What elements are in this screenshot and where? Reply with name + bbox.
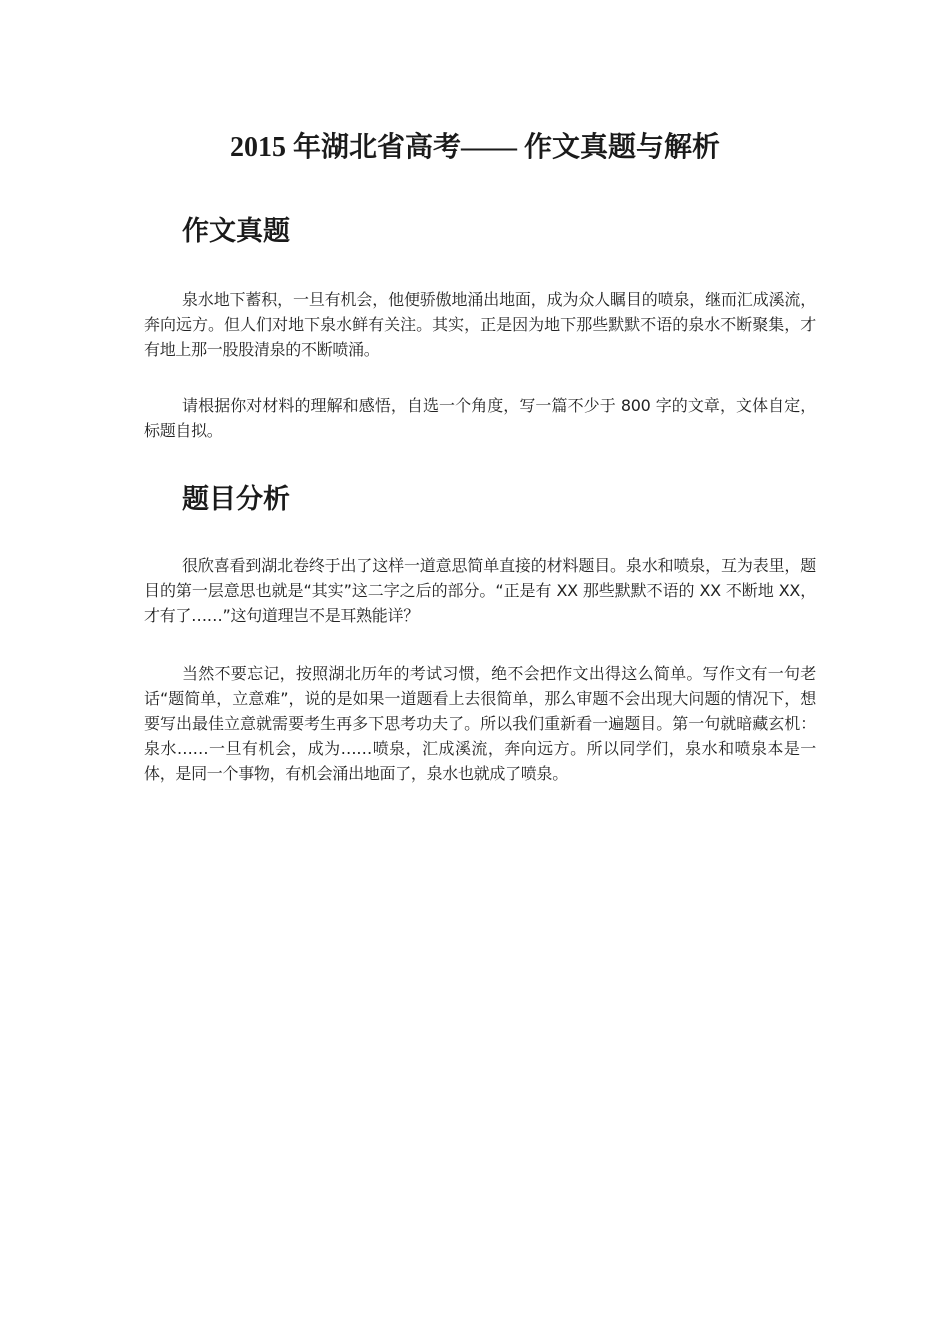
- analysis-paragraph-1: 很欣喜看到湖北卷终于出了这样一道意思简单直接的材料题目。泉水和喷泉，互为表里，题目的第一层意思也就是“其实”这二字之后的部分。“正是有 XX 那些默默不语的 XX 不断地 XX，才有了……”这句道理岂不是耳熟能详？: [144, 556, 816, 625]
- section-heading-question: 作文真题: [182, 216, 290, 247]
- question-instruction-paragraph: 请根据你对材料的理解和感悟，自选一个角度，写一篇不少于 800 字的文章，文体自定，标题自拟。: [144, 396, 816, 440]
- document-title: 2015 年湖北省高考—— 作文真题与解析: [229, 132, 720, 163]
- section-heading-analysis: 题目分析: [182, 484, 290, 515]
- analysis-paragraph-2: 当然不要忘记，按照湖北历年的考试习惯，绝不会把作文出得这么简单。写作文有一句老话“题简单，立意难”，说的是如果一道题看上去很简单，那么审题不会出现大问题的情况下，想要写出最佳立意就需要考生再多下思考功夫了。所以我们重新看一遍题目。第一句就暗藏玄机：泉水……一旦有机会，成为……喷泉，汇成溪流，奔向远方。所以同学们，泉水和喷泉本是一体，是同一个事物，有机会涌出地面了，泉水也就成了喷泉。: [144, 664, 816, 783]
- question-material-paragraph: 泉水地下蓄积，一旦有机会，他便骄傲地涌出地面，成为众人瞩目的喷泉，继而汇成溪流，奔向远方。但人们对地下泉水鲜有关注。其实，正是因为地下那些默默不语的泉水不断聚集，才有地上那一股股清泉的不断喷涌。: [144, 290, 816, 359]
